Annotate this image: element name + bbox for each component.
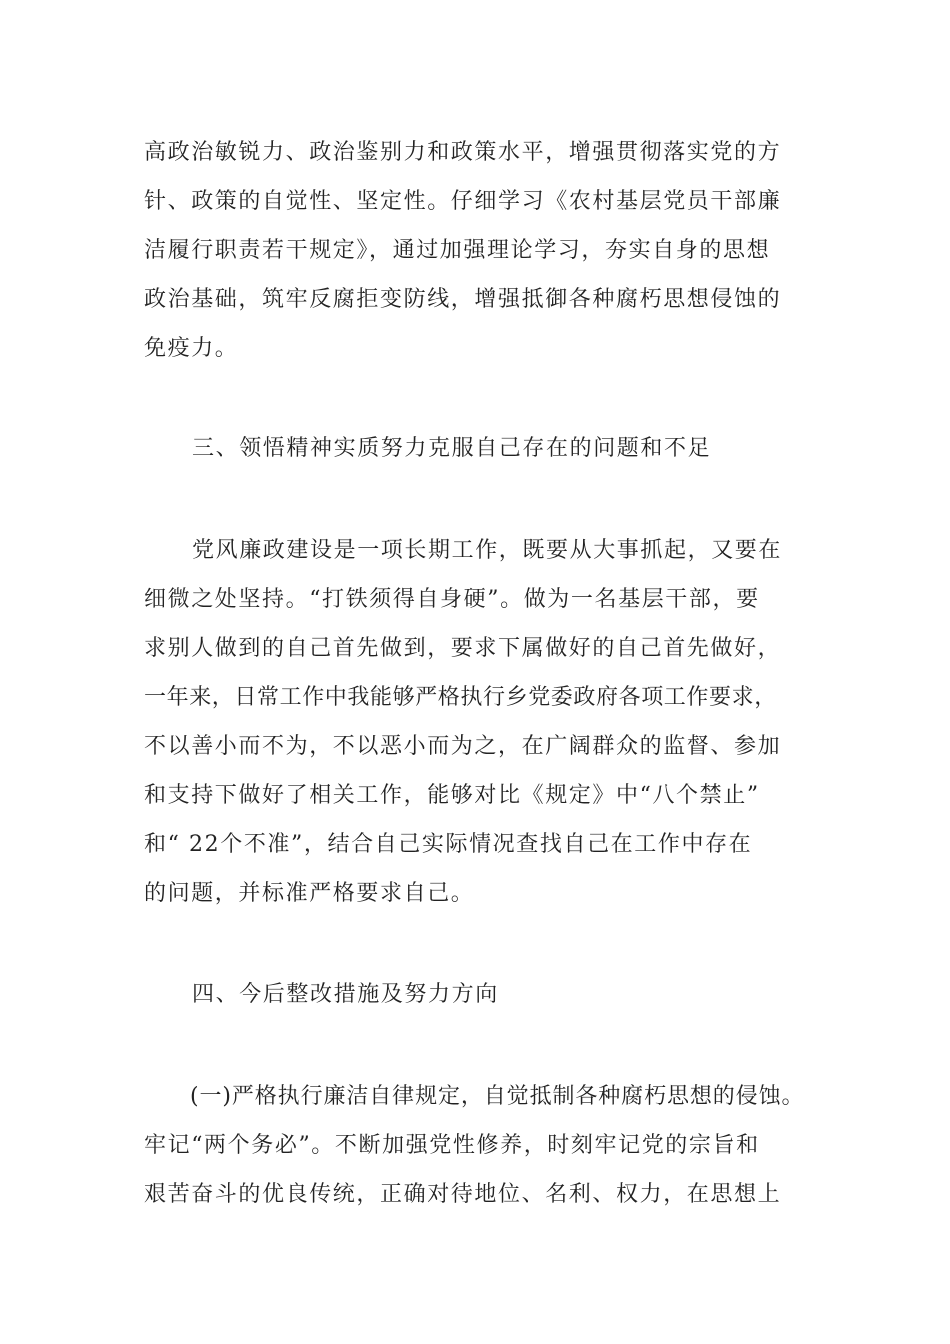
paragraph-line: 免疫力。 — [144, 336, 239, 361]
paragraph-line: 政治基础，筑牢反腐拒变防线，增强抵御各种腐朽思想侵蚀的 — [144, 287, 782, 312]
paragraph-line: 牢记“两个务必”。不断加强党性修养，时刻牢记党的宗旨和 — [144, 1133, 760, 1158]
paragraph-line: 和“ 22个不准”，结合自己实际情况查找自己在工作中存在 — [144, 832, 753, 857]
paragraph-line: 细微之处坚持。“打铁须得自身硬”。做为一名基层干部，要 — [144, 587, 760, 612]
section-heading-3: 三、领悟精神实质努力克服自己存在的问题和不足 — [192, 436, 712, 461]
paragraph-line: 求别人做到的自己首先做到，要求下属做好的自己首先做好， — [144, 636, 782, 661]
section-heading-4: 四、今后整改措施及努力方向 — [192, 982, 499, 1007]
paragraph-line: 的问题，并标准严格要求自己。 — [144, 881, 475, 906]
paragraph-line: 一年来，日常工作中我能够严格执行乡党委政府各项工作要求， — [144, 685, 777, 710]
paragraph-line: 洁履行职责若干规定》，通过加强理论学习，夯实自身的思想 — [144, 238, 771, 263]
paragraph-line: 党风廉政建设是一项长期工作，既要从大事抓起，又要在 — [192, 538, 783, 563]
paragraph-line: 不以善小而不为，不以恶小而为之，在广阔群众的监督、参加 — [144, 734, 782, 759]
paragraph-line: (一)严格执行廉洁自律规定，自觉抵制各种腐朽思想的侵蚀。 — [190, 1084, 805, 1109]
paragraph-line: 针、政策的自觉性、坚定性。仔细学习《农村基层党员干部廉 — [144, 189, 782, 214]
paragraph-line: 高政治敏锐力、政治鉴别力和政策水平，增强贯彻落实党的方 — [144, 140, 782, 165]
paragraph-line: 和支持下做好了相关工作，能够对比《规定》中“八个禁止” — [144, 783, 760, 808]
paragraph-line: 艰苦奋斗的优良传统，正确对待地位、名利、权力，在思想上 — [144, 1182, 782, 1207]
